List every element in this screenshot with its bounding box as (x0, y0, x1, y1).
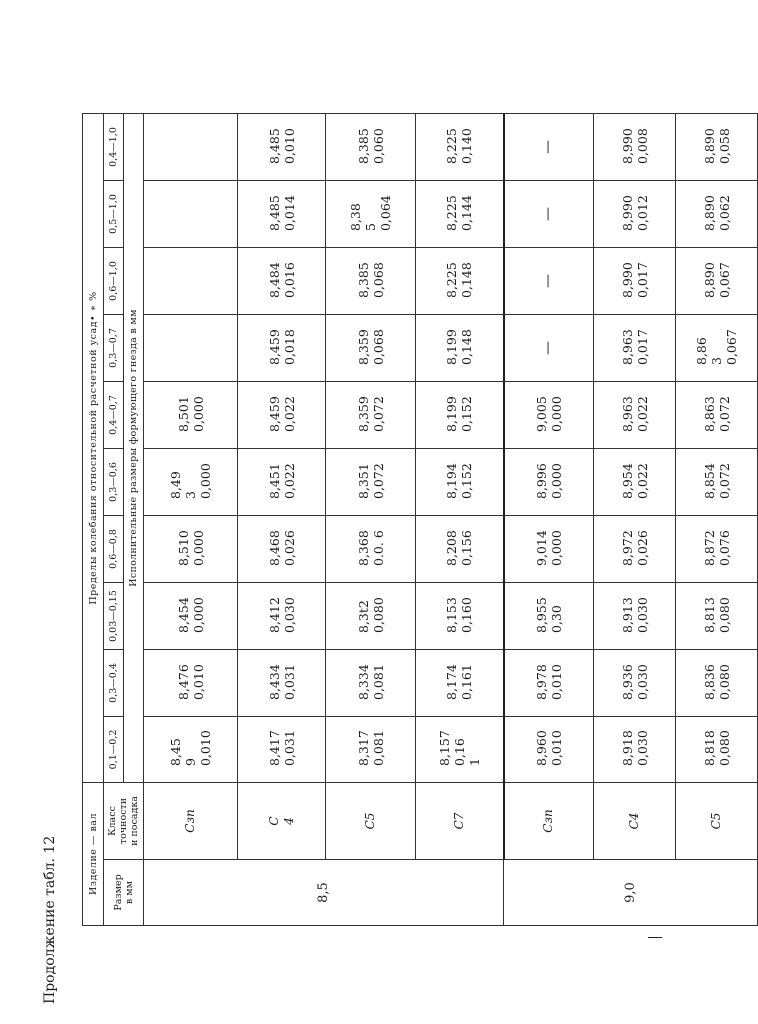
value-cell: 8,194 0,152 (416, 449, 504, 516)
value-cell: 8,468 0,026 (238, 516, 326, 583)
limits-header: Пределы колебания относительной расчетной усад• ∗ % (83, 114, 104, 783)
value-cell: 8,978 0,010 (504, 650, 594, 717)
value-cell: 8,813 0,080 (676, 583, 758, 650)
value-cell: 8,451 0,022 (238, 449, 326, 516)
value-cell: 8,485 0,014 (238, 181, 326, 248)
value-cell: 8,818 0,080 (676, 717, 758, 783)
value-cell (144, 315, 238, 382)
value-cell: 8,476 0,010 (144, 650, 238, 717)
value-cell: 8,459 0,022 (238, 382, 326, 449)
value-cell: 8,510 0,000 (144, 516, 238, 583)
table-row (238, 114, 326, 926)
class-cell: Cзп (504, 783, 594, 860)
value-cell: 8,955 0,30 (504, 583, 594, 650)
value-cell: 8,459 0,018 (238, 315, 326, 382)
range-header-9: 0,4—1,0 (104, 114, 124, 181)
size-cell: 9,0 (504, 860, 758, 926)
value-cell: 8,454 0,000 (144, 583, 238, 650)
table-row (416, 114, 504, 926)
product-header: Изделие — вал (83, 783, 104, 926)
value-cell: 8,990 0,017 (594, 248, 676, 315)
value-cell: 8,484 0,016 (238, 248, 326, 315)
value-cell: 8,38 5 0,064 (326, 181, 416, 248)
table-row (594, 114, 676, 926)
value-cell: 8,972 0,026 (594, 516, 676, 583)
range-header-2: 0,03—0,15 (104, 583, 124, 650)
value-cell: 8,990 0,008 (594, 114, 676, 181)
header-row-ranges (104, 114, 124, 926)
data-table (82, 113, 758, 926)
executive-header: Исполнительные размеры формующего гнезда в мм (124, 114, 144, 783)
value-cell: 8,86 3 0,067 (676, 315, 758, 382)
table-continuation-heading: Продолжение табл. 12 (42, 835, 58, 1004)
class-header: Класс точности и посадка (104, 783, 144, 860)
value-cell: 8,918 0,030 (594, 717, 676, 783)
value-cell: — (504, 181, 594, 248)
value-cell: 8,434 0,031 (238, 650, 326, 717)
table-row (676, 114, 758, 926)
range-header-7: 0,6—1,0 (104, 248, 124, 315)
value-cell: 8,225 0,148 (416, 248, 504, 315)
table-row (144, 114, 238, 926)
value-cell: 8,412 0,030 (238, 583, 326, 650)
value-cell: — (504, 114, 594, 181)
class-cell: C5 (326, 783, 416, 860)
value-cell: 8,954 0,022 (594, 449, 676, 516)
value-cell: 8,359 0,072 (326, 382, 416, 449)
value-cell: 8,45 9 0,010 (144, 717, 238, 783)
value-cell: 8,960 0,010 (504, 717, 594, 783)
value-cell: 8,417 0,031 (238, 717, 326, 783)
value-cell (144, 114, 238, 181)
value-cell: 8,385 0,060 (326, 114, 416, 181)
class-cell: C 4 (238, 783, 326, 860)
value-cell: 8,225 0,144 (416, 181, 504, 248)
data-table-wrapper (82, 113, 758, 926)
value-cell: 8,990 0,012 (594, 181, 676, 248)
value-cell: 8,334 0,081 (326, 650, 416, 717)
size-header: Размер в мм (104, 860, 144, 926)
range-header-8: 0,5—1,0 (104, 181, 124, 248)
value-cell: 8,890 0,062 (676, 181, 758, 248)
value-cell: 8,153 0,160 (416, 583, 504, 650)
value-cell: 8,351 0,072 (326, 449, 416, 516)
value-cell: 8,501 0,000 (144, 382, 238, 449)
class-cell: Cзп (144, 783, 238, 860)
size-cell: 8,5 (144, 860, 504, 926)
value-cell: 8,913 0,030 (594, 583, 676, 650)
value-cell: 8,174 0,161 (416, 650, 504, 717)
table-body (83, 114, 758, 926)
value-cell: 8,890 0,067 (676, 248, 758, 315)
range-header-0: 0,1—0,2 (104, 717, 124, 783)
value-cell: 8,963 0,022 (594, 382, 676, 449)
class-cell: C4 (594, 783, 676, 860)
value-cell: 8,996 0,000 (504, 449, 594, 516)
value-cell: 8,863 0,072 (676, 382, 758, 449)
value-cell (144, 181, 238, 248)
value-cell: 8,225 0,140 (416, 114, 504, 181)
value-cell: 8,157 0,16 1 (416, 717, 504, 783)
value-cell: 9,014 0,000 (504, 516, 594, 583)
range-header-3: 0,6—0,8 (104, 516, 124, 583)
value-cell: 8,872 0,076 (676, 516, 758, 583)
value-cell: 8,836 0,080 (676, 650, 758, 717)
class-cell: C7 (416, 783, 504, 860)
value-cell: 8,854 0,072 (676, 449, 758, 516)
value-cell: 8,385 0,068 (326, 248, 416, 315)
value-cell: 8,3t2 0,080 (326, 583, 416, 650)
value-cell: 8,208 0,156 (416, 516, 504, 583)
range-header-6: 0,3—0,7 (104, 315, 124, 382)
table-row (326, 114, 416, 926)
value-cell: 8,317 0,081 (326, 717, 416, 783)
header-row-1 (83, 114, 104, 926)
value-cell: 8,368 0.0. 6 (326, 516, 416, 583)
range-header-5: 0,4—0,7 (104, 382, 124, 449)
value-cell: 8,199 0,148 (416, 315, 504, 382)
value-cell: 9,005 0,000 (504, 382, 594, 449)
class-cell: C5 (676, 783, 758, 860)
value-cell (144, 248, 238, 315)
page-margin-mark (648, 937, 662, 938)
value-cell: 8,485 0,010 (238, 114, 326, 181)
range-header-4: 0,3—0,6 (104, 449, 124, 516)
range-header-1: 0,3—0,4 (104, 650, 124, 717)
value-cell: 8,963 0,017 (594, 315, 676, 382)
table-row (504, 114, 594, 926)
value-cell: 8,199 0,152 (416, 382, 504, 449)
value-cell: — (504, 248, 594, 315)
value-cell: 8,936 0,030 (594, 650, 676, 717)
value-cell: 8,359 0,068 (326, 315, 416, 382)
value-cell: 8,890 0,058 (676, 114, 758, 181)
value-cell: — (504, 315, 594, 382)
value-cell: 8,49 3 0,000 (144, 449, 238, 516)
